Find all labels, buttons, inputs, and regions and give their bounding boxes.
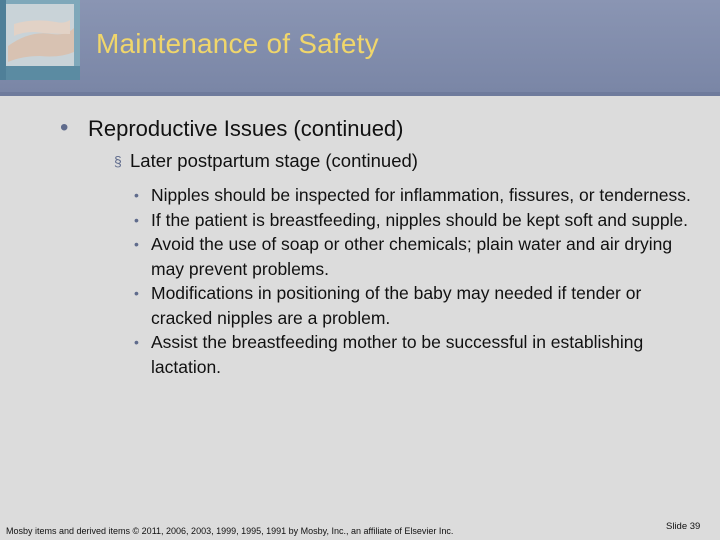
bullet-dot-icon: • [134,285,139,301]
level3-list [134,183,704,379]
bullet-dot-icon: • [134,236,139,252]
header-photo [0,0,80,80]
list-item [134,208,704,233]
bullet-dot-icon: • [60,114,69,141]
level1-text: Reproductive Issues (continued) [88,116,404,141]
list-item-text: Modifications in positioning of the baby may needed if tender or cracked nipples are a problem. [151,283,642,328]
level2-text: Later postpartum stage (continued) [130,150,418,171]
bullet-dot-icon: • [134,211,139,228]
list-item [134,281,704,330]
copyright-footer: Mosby items and derived items © 2011, 2006, 2003, 1999, 1995, 1991 by Mosby, Inc., an affiliate of Elsevier Inc. [6,526,454,536]
page-title: Maintenance of Safety [96,28,379,59]
list-item-text: If the patient is breastfeeding, nipples should be kept soft and supple. [151,209,689,230]
header-divider [0,92,720,96]
list-item-text: Avoid the use of soap or other chemicals; plain water and air drying may prevent problems. [151,234,673,279]
list-item [134,330,704,379]
list-item-text: Nipples should be inspected for inflammation, fissures, or tenderness. [151,185,691,205]
bullet-dot-icon: • [134,334,139,350]
hands-photo-icon [0,0,80,80]
slide-number: Slide 39 [666,521,701,532]
list-item [134,232,704,281]
bullet-section-icon: § [114,153,122,169]
list-item [134,183,704,208]
bullet-dot-icon: • [134,187,139,203]
list-item-text: Assist the breastfeeding mother to be successful in establishing lactation. [151,332,644,377]
